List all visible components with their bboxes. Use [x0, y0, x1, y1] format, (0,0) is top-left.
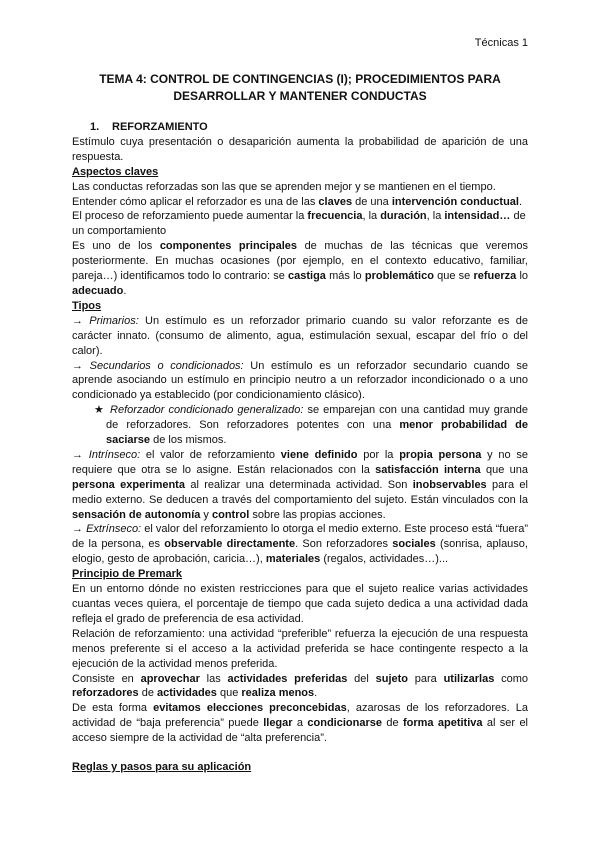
spacer [72, 746, 528, 760]
tipo-extrinseco: → Extrínseco: el valor del reforzamiento lo otorga el medio externo. Este proceso está “fuera” de la persona, es observable directamente. Son reforzadores sociales (sonrisa, aplauso, elogio, gesto de aprobación, caricia…), materiales (regalos, actividades…)... [72, 523, 528, 566]
tipo-intrinseco: → Intrínseco: el valor de reforzamiento viene definido por la propia persona y no se requiere que otra se lo asigne. Están relacionados con la satisfacción interna que una persona experimenta al realizar una determinada actividad. Son inobservables para el medio externo. Se deducen a través del comportamiento del sujeto. Están vinculados con la sensación de autonomía y control sobre las propias acciones. [72, 448, 528, 521]
section-number: 1. [90, 121, 100, 133]
title-line-2: DESARROLLAR Y MANTENER CONDUCTAS [173, 89, 427, 103]
tipo-primarios: → Primarios: Un estímulo es un reforzador primario cuando su valor reforzante es de carácter innato. (consumo de alimento, agua, estimulación sexual, escapar del frío o del calor). [72, 314, 528, 357]
premark-paragraph-2: Relación de reforzamiento: una actividad “preferible” refuerza la ejecución de una respuesta menos preferente si el acceso a la actividad preferida se hace contingente respecto a la ejecución de la actividad menos preferida. [72, 627, 528, 670]
tipo-generalizado: ★ Reforzador condicionado generalizado: se emparejan con una cantidad muy grande de reforzadores. Son reforzadores potentes con una menor probabilidad de saciarse de los mismos. [94, 404, 528, 447]
section-heading-reforzamiento [72, 120, 528, 135]
arrow-icon: → [72, 359, 83, 372]
premark-paragraph-3: Consiste en aprovechar las actividades preferidas del sujeto para utilizarlas como reforzadores de actividades que realiza menos. [72, 672, 528, 700]
arrow-icon: → [72, 314, 83, 327]
subheading-principio-premark: Principio de Premark [72, 568, 183, 581]
section-title: REFORZAMIENTO [112, 121, 208, 133]
arrow-icon: → [72, 448, 83, 461]
subheading-aspectos-claves: Aspectos claves [72, 165, 159, 178]
arrow-icon: → [72, 523, 83, 536]
premark-paragraph-1: En un entorno dónde no existen restricciones para que el sujeto realice varias actividades cuantas veces quiera, el porcentaje de tiempo que cada sujeto dedica a una actividad dada refleja el grado de preferencia de esa actividad. [72, 583, 528, 625]
aspectos-paragraph-3: El proceso de reforzamiento puede aumentar la frecuencia, la duración, la intensidad… de un comportamiento [72, 210, 526, 238]
star-bullet-icon: ★ [94, 404, 104, 417]
document-body [72, 120, 528, 775]
tipo-secundarios: → Secundarios o condicionados: Un estímulo es un reforzador secundario cuando se aprende asociando un estímulo en principio neutro a un reforzador incondicionado o a uno condicionado ya establecido (por condicionamiento clásico). [72, 359, 528, 402]
premark-paragraph-4: De esta forma evitamos elecciones preconcebidas, azarosas de los reforzadores. La actividad de “baja preferencia” puede llegar a condicionarse de forma apetitiva al ser el acceso siempre de la actividad de “alta preferencia”. [72, 702, 529, 745]
title-line-1: TEMA 4: CONTROL DE CONTINGENCIAS (I); PROCEDIMIENTOS PARA [99, 72, 501, 86]
subheading-tipos: Tipos [72, 299, 102, 312]
aspectos-paragraph-2: Entender cómo aplicar el reforzador es una de las claves de una intervención conductual. [72, 195, 523, 208]
subheading-reglas: Reglas y pasos para su aplicación [72, 761, 252, 774]
definition-paragraph: Estímulo cuya presentación o desaparición aumenta la probabilidad de aparición de una respuesta. [72, 135, 528, 163]
aspectos-paragraph-4: Es uno de los componentes principales de muchas de las técnicas que veremos posteriormente. En muchas ocasiones (por ejemplo, en el contexto educativo, familiar, pareja…) identificamos todo lo contrario: se castiga más lo problemático que se refuerza lo adecuado. [72, 240, 529, 297]
aspectos-paragraph-1: Las conductas reforzadas son las que se aprenden mejor y se mantienen en el tiempo. [72, 180, 496, 193]
document-title [72, 71, 528, 105]
page-header-label: Técnicas 1 [474, 37, 528, 49]
